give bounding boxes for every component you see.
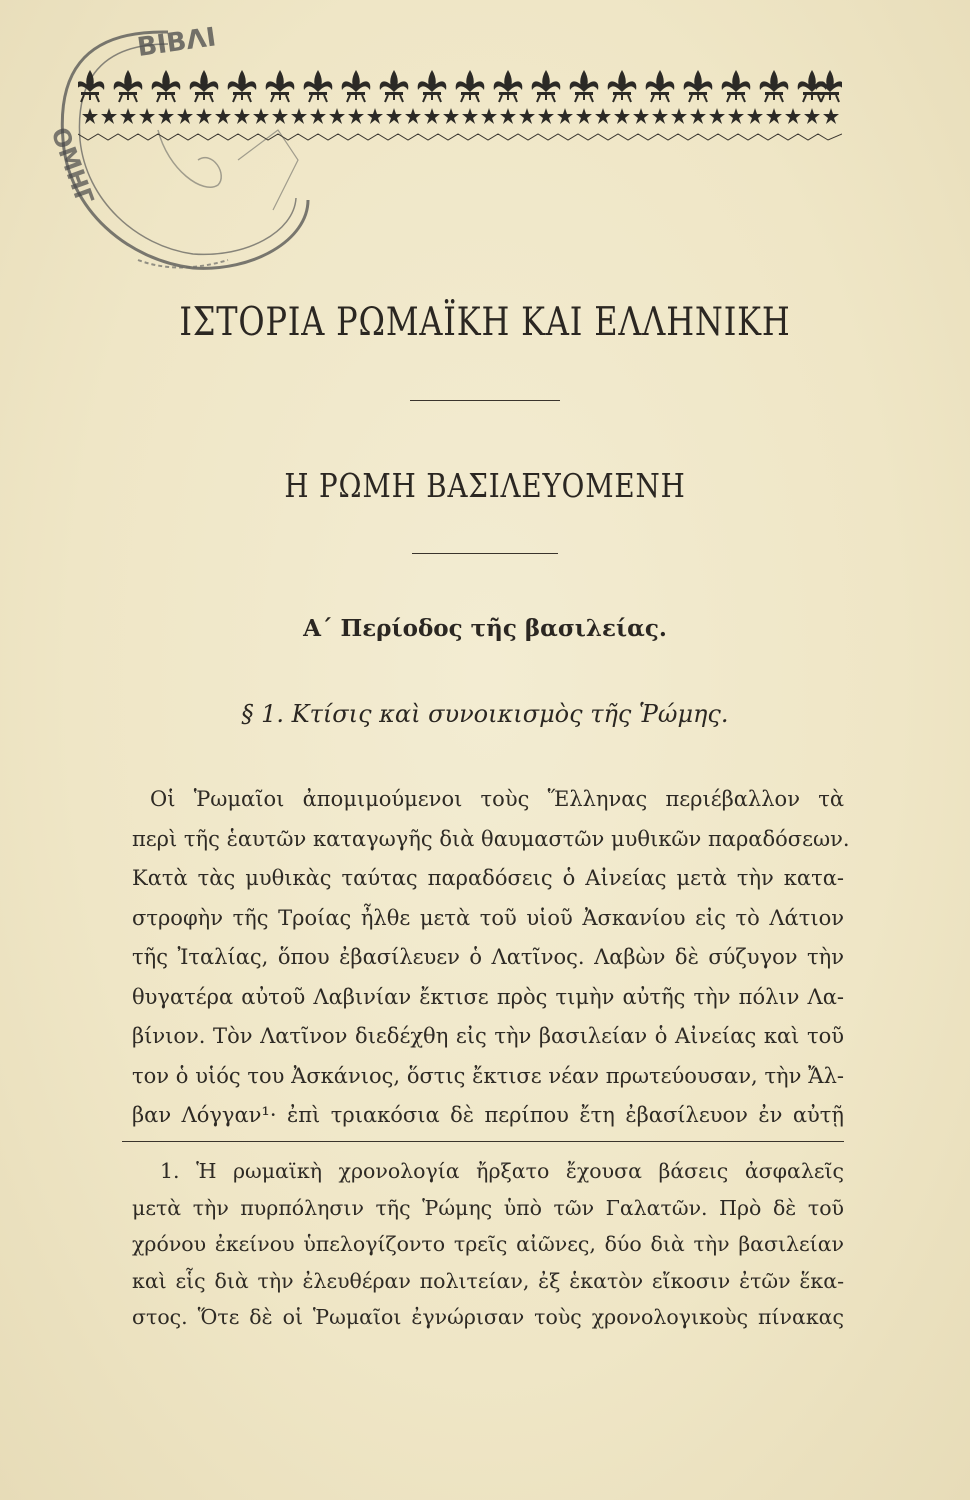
body-line: στροφὴν τῆς Τροίας ἦλθε μετὰ τοῦ υἱοῦ Ἀσκανίου εἰς τὸ Λάτιον	[132, 905, 844, 930]
footnote-line: καὶ εἷς διὰ τὴν ἐλευθέραν πολιτείαν, ἐξ ἑκατὸν εἴκοσιν ἐτῶν ἕκα-	[132, 1268, 844, 1293]
decorative-header-band	[78, 66, 842, 130]
footnote-line: μετὰ τὴν πυρπόλησιν τῆς Ῥώμης ὑπὸ τῶν Γαλατῶν. Πρὸ δὲ τοῦ	[132, 1195, 844, 1220]
body-line: τον ὁ υἱός του Ἀσκάνιος, ὅστις ἔκτισε νέαν πρωτεύουσαν, τὴν Ἄλ-	[132, 1063, 844, 1088]
body-line: περὶ τῆς ἑαυτῶν καταγωγῆς διὰ θαυμαστῶν μυθικῶν παραδόσεων.	[132, 826, 850, 851]
stamp-side-text: ΟΜΗΓ	[45, 123, 100, 209]
body-line: Οἱ Ῥωμαῖοι ἀπομιμούμενοι τοὺς Ἕλληνας περιέβαλλον τὰ	[150, 787, 844, 811]
footnote-line: χρόνου ἐκείνου ὑπελογίζοντο τρεῖς αἰῶνες, δύο διὰ τὴν βασιλείαν	[132, 1232, 844, 1256]
stamp-top-text: ΒΙΒΛΙ	[135, 22, 218, 64]
chapter-divider	[412, 553, 558, 554]
star-row-icon	[82, 108, 839, 124]
body-line: Κατὰ τὰς μυθικὰς ταύτας παραδόσεις ὁ Αἰνείας μετὰ τὴν κατα-	[132, 866, 844, 890]
section-heading: § 1. Κτίσις καὶ συνοικισμὸς τῆς Ῥώμης.	[241, 700, 729, 728]
footnote	[132, 1153, 844, 1336]
period-heading: Α΄ Περίοδος τῆς βασιλείας.	[303, 615, 667, 642]
footnote-line: στος. Ὅτε δὲ οἱ Ῥωμαῖοι ἐγνώρισαν τοὺς χρονολογικοὺς πίνακας	[132, 1305, 844, 1329]
page-title: ΙΣΤΟΡΙΑ ΡΩΜΑΪΚΗ ΚΑΙ ΕΛΛΗΝΙΚΗ	[179, 300, 791, 345]
body-line: βίνιον. Τὸν Λατῖνον διεδέχθη εἰς τὴν βασιλείαν ὁ Αἰνείας καὶ τοῦ	[132, 1024, 844, 1048]
body-line: θυγατέρα αὐτοῦ Λαβινίαν ἔκτισε πρὸς τιμὴν αὐτῆς τὴν πόλιν Λα-	[132, 984, 844, 1009]
footnote-rule	[122, 1141, 844, 1142]
fleur-row-icon	[78, 70, 842, 102]
body-line: βαν Λόγγαν¹· ἐπὶ τριακόσια δὲ περίπου ἔτη ἐβασίλευον ἐν αὐτῇ	[132, 1103, 844, 1127]
title-divider	[410, 400, 560, 401]
ornament-zigzag-rule	[78, 132, 842, 142]
body-paragraph	[132, 780, 850, 1136]
chapter-title: Η ΡΩΜΗ ΒΑΣΙΛΕΥΟΜΕΝΗ	[284, 466, 686, 505]
library-stamp	[18, 10, 318, 280]
body-line: τῆς Ἰταλίας, ὅπου ἐβασίλευεν ὁ Λατῖνος. Λαβὼν δὲ σύζυγον τὴν	[132, 945, 844, 969]
footnote-line: 1. Ἡ ρωμαϊκὴ χρονολογία ἤρξατο ἔχουσα βάσεις ἀσφαλεῖς	[160, 1159, 844, 1183]
